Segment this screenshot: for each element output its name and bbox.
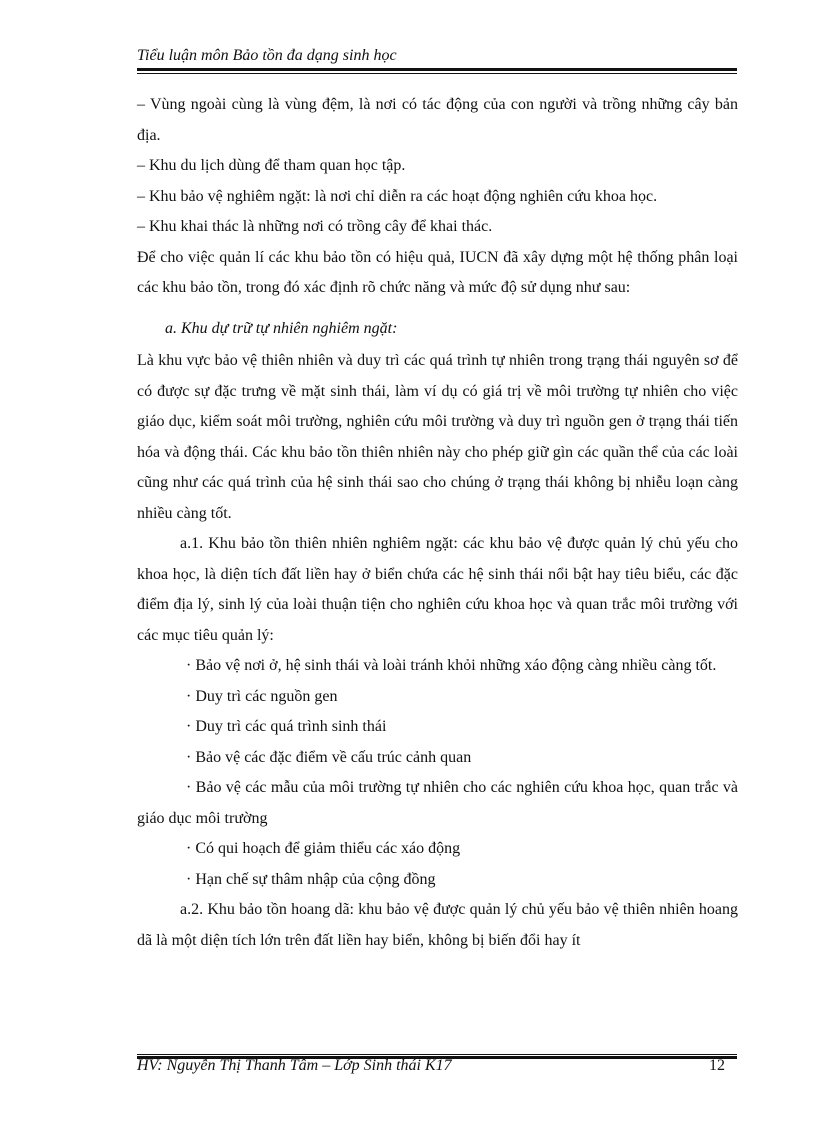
bullet-item: · Duy trì các nguồn gen [186,687,338,705]
bullet-item: · Bảo vệ các đặc điểm về cấu trúc cảnh quan [186,748,472,766]
bullet-item: · Hạn chế sự thâm nhập của cộng đồng [186,870,436,888]
dash-item: – Vùng ngoài cùng là vùng đệm, là nơi có tác động của con người và trồng những cây bản địa. [137,96,738,144]
intro-paragraph: Để cho việc quản lí các khu bảo tồn có hiệu quả, IUCN đã xây dựng một hệ thống phân loại các khu bảo tồn, trong đó xác định rõ chức năng và mức độ sử dụng như sau: [137,248,738,296]
header-rule-thick [137,68,737,71]
page-number: 12 [709,1057,725,1074]
paragraph-a: Là khu vực bảo vệ thiên nhiên và duy trì các quá trình tự nhiên trong trạng thái nguyên sơ để có được sự đặc trưng về mặt sinh thái, làm ví dụ có giá trị về môi trường tự nhiên cho việc giáo dục, kiểm soát môi trường, nghiên cứu môi trường và duy trì nguồn gen ở trạng thái tiến hóa và động thái. Các khu bảo tồn thiên nhiên này cho phép giữ gìn các quần thể của các loài cũng như các quá trình của hệ sinh thái sao cho chúng ở trạng thái không bị nhiễu loạn càng nhiều càng tốt. [137,352,738,522]
bullet-item: · Duy trì các quá trình sinh thái [186,718,387,735]
paragraph-a1: a.1. Khu bảo tồn thiên nhiên nghiêm ngặt: các khu bảo vệ được quản lý chủ yếu cho khoa học, là diện tích đất liền hay ở biển chứa các hệ sinh thái nổi bật hay tiêu biểu, các đặc điểm địa lý, sinh lý của loài thuận tiện cho nghiên cứu khoa học và quan trắc môi trường với các mục tiêu quản lý: [137,535,738,644]
running-header-title: Tiểu luận môn Bảo tồn đa dạng sinh học [137,47,397,64]
dash-item: – Khu khai thác là những nơi có trồng cây để khai thác. [137,218,493,235]
dash-item: – Khu du lịch dùng để tham quan học tập. [137,157,406,174]
bullet-item: · Bảo vệ nơi ở, hệ sinh thái và loài tránh khỏi những xáo động càng nhiều càng tốt. [186,657,717,674]
footer-rule-thin [137,1054,737,1055]
section-heading-a: a. Khu dự trữ tự nhiên nghiêm ngặt: [165,319,398,337]
body-text [137,90,738,956]
header-rule-thin [137,73,737,74]
bullet-item: · Có qui hoạch để giảm thiểu các xáo động [186,840,461,857]
dash-item: – Khu bảo vệ nghiêm ngặt: là nơi chỉ diễn ra các hoạt động nghiên cứu khoa học. [137,187,658,205]
paragraph-a2: a.2. Khu bảo tồn hoang dã: khu bảo vệ được quản lý chủ yếu bảo vệ thiên nhiên hoang dã là một diện tích lớn trên đất liền hay biển, không bị biến đổi hay ít [137,901,738,949]
footer-author: HV: Nguyễn Thị Thanh Tâm – Lớp Sinh thái K17 [137,1057,452,1074]
bullet-item: · Bảo vệ các mẫu của môi trường tự nhiên cho các nghiên cứu khoa học, quan trắc và giáo dục môi trường [137,779,738,827]
